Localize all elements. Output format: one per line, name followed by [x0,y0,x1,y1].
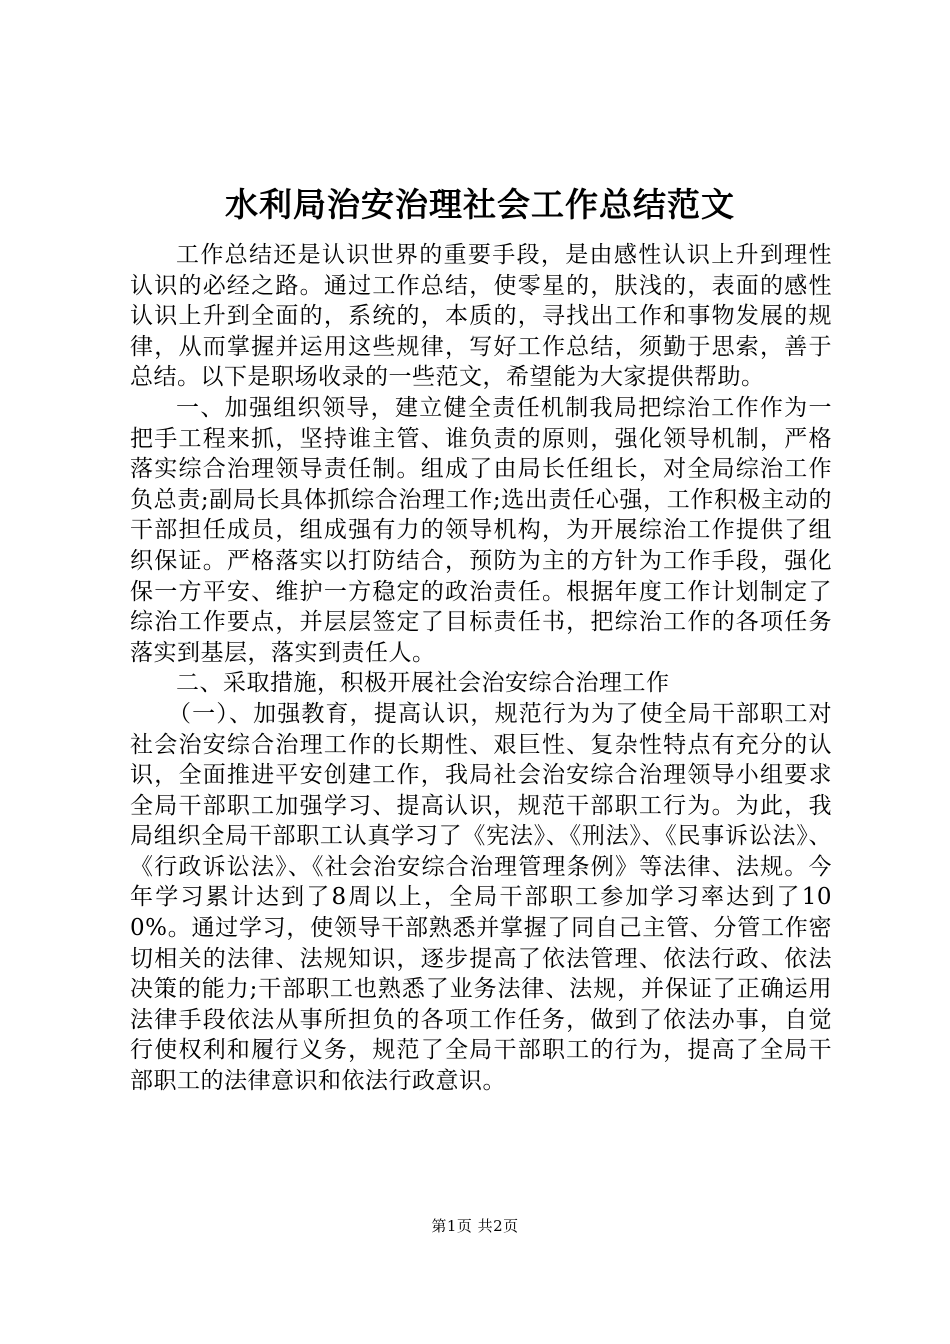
document-body [130,240,832,1097]
subsection-one-paragraph: （一）、加强教育，提高认识，规范行为为了使全局干部职工对社会治安综合治理工作的长期性、艰巨性、复杂性特点有充分的认识，全面推进平安创建工作，我局社会治安综合治理领导小组要求全局干部职工加强学习、提高认识，规范干部职工行为。为此，我局组织全局干部职工认真学习了《宪法》、《刑法》、《民事诉讼法》、《行政诉讼法》、《社会治安综合治理管理条例》等法律、法规。今年学习累计达到了8周以上，全局干部职工参加学习率达到了100%。通过学习，使领导干部熟悉并掌握了同自己主管、分管工作密切相关的法律、法规知识，逐步提高了依法管理、依法行政、依法决策的能力;干部职工也熟悉了业务法律、法规，并保证了正确运用法律手段依法从事所担负的各项工作任务，做到了依法办事，自觉行使权利和履行义务，规范了全局干部职工的行为，提高了全局干部职工的法律意识和依法行政意识。 [130,700,832,1095]
section-two-heading: 二、采取措施，积极开展社会治安综合治理工作 [176,670,670,697]
document-title: 水利局治安治理社会工作总结范文 [225,185,735,224]
intro-paragraph: 工作总结还是认识世界的重要手段，是由感性认识上升到理性认识的必经之路。通过工作总结，使零星的，肤浅的，表面的感性认识上升到全面的，系统的，本质的，寻找出工作和事物发展的规律，从而掌握并运用这些规律，写好工作总结，须勤于思索，善于总结。以下是职场收录的一些范文，希望能为大家提供帮助。 [130,242,832,391]
section-one-paragraph: 一、加强组织领导，建立健全责任机制我局把综治工作作为一把手工程来抓，坚持谁主管、谁负责的原则，强化领导机制，严格落实综合治理领导责任制。组成了由局长任组长，对全局综治工作负总责;副局长具体抓综合治理工作;选出责任心强，工作积极主动的干部担任成员，组成强有力的领导机构，为开展综治工作提供了组织保证。严格落实以打防结合，预防为主的方针为工作手段，强化保一方平安、维护一方稳定的政治责任。根据年度工作计划制定了综治工作要点，并层层签定了目标责任书，把综治工作的各项任务落实到基层，落实到责任人。 [130,394,832,666]
page-number-footer: 第1页 共2页 [431,1217,519,1235]
